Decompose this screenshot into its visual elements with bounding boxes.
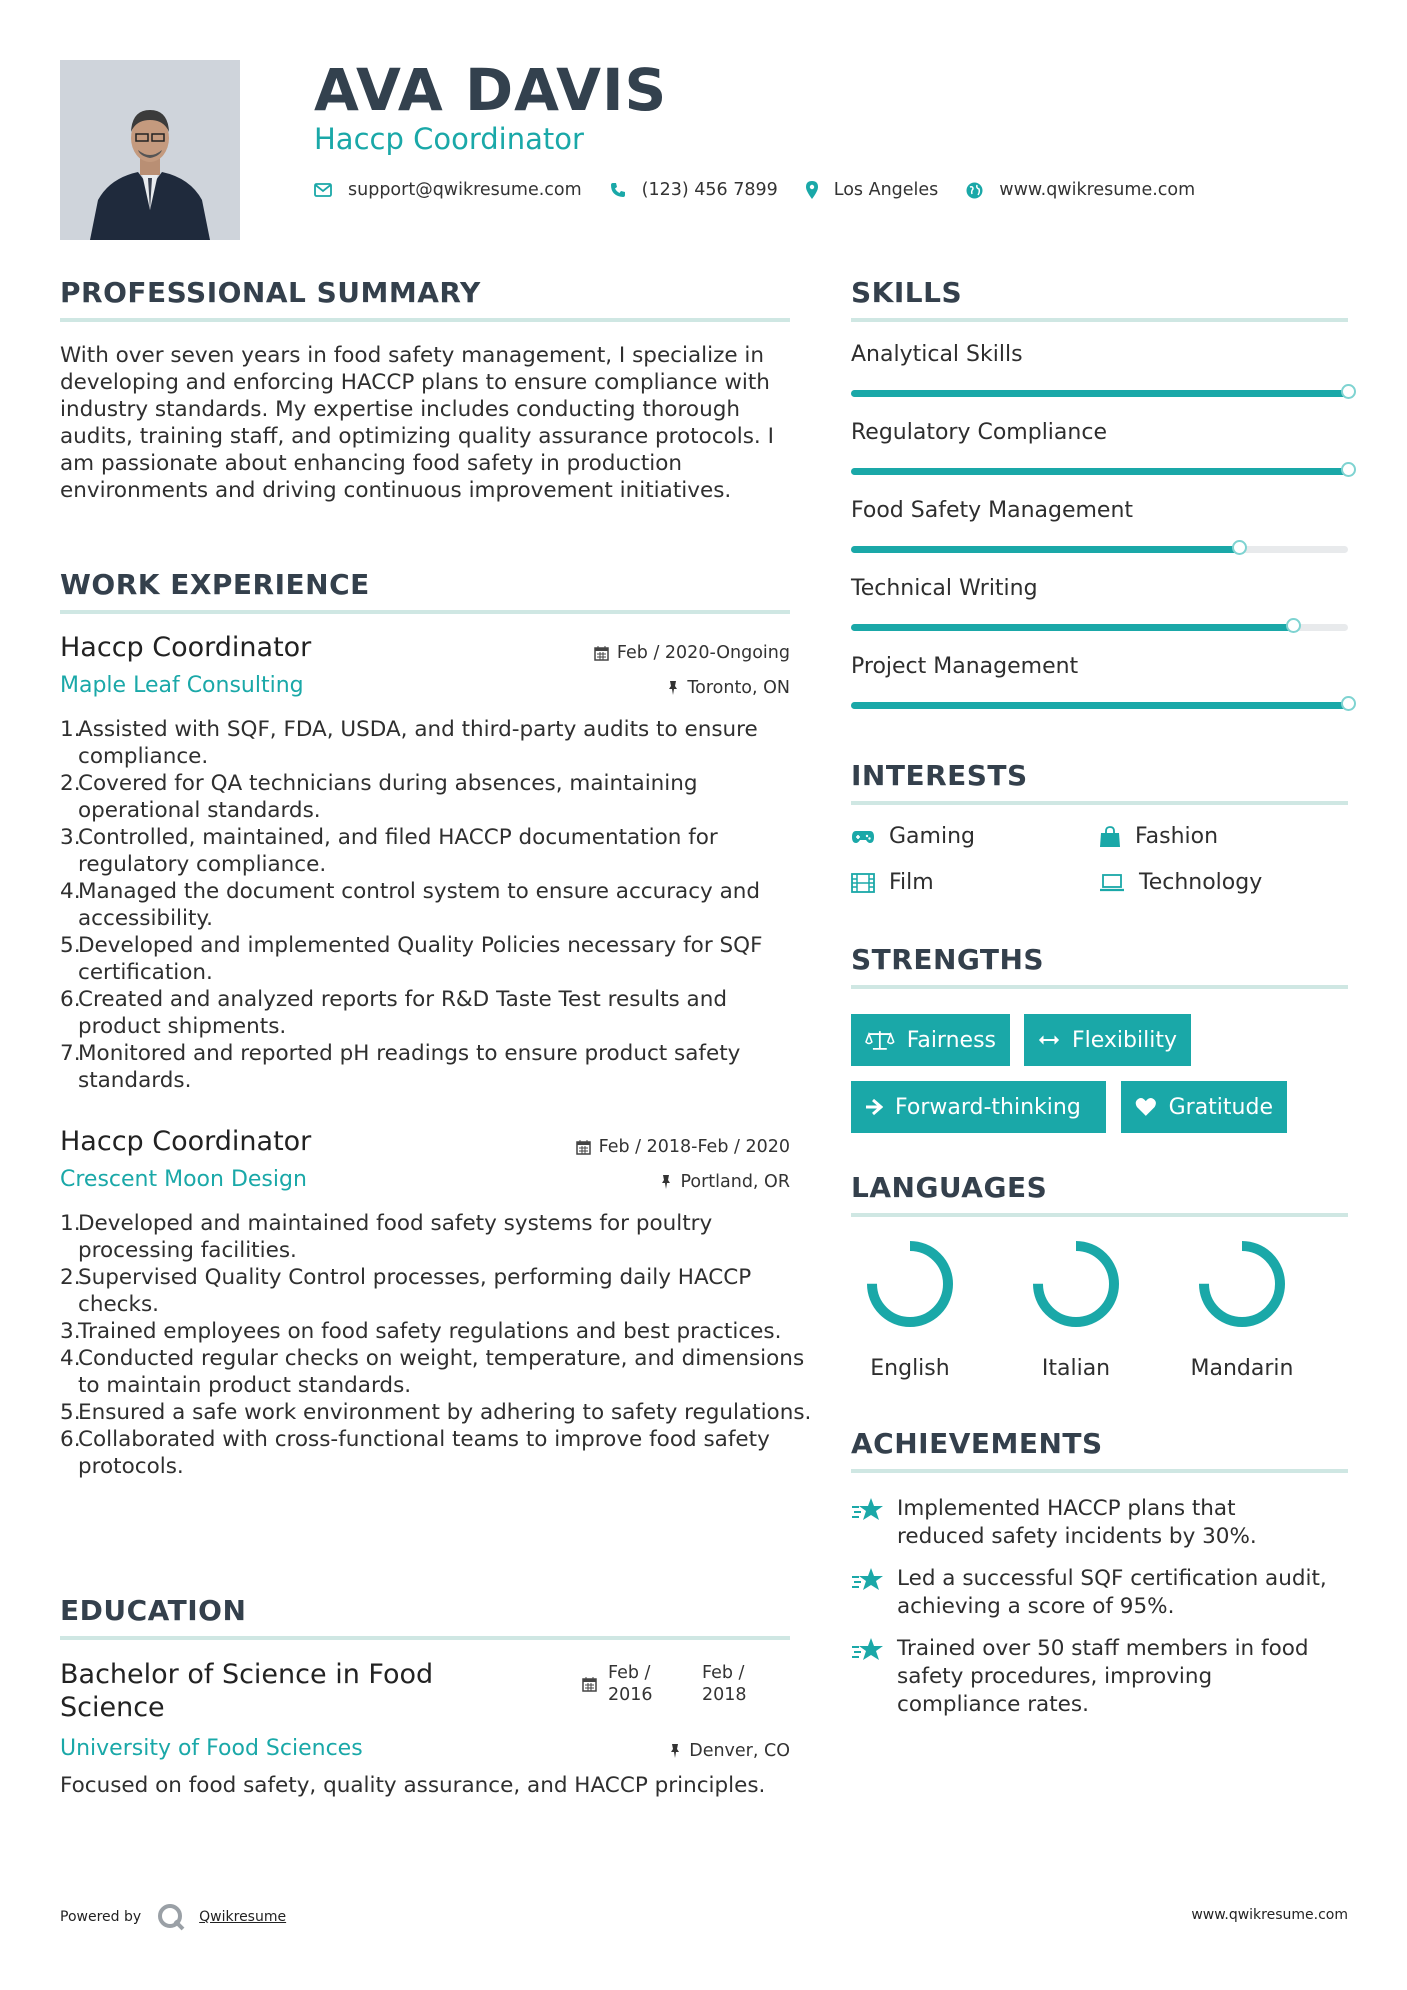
- achievement-line: compliance rates.: [897, 1692, 1089, 1717]
- job-duties: [60, 1210, 813, 1480]
- language-label: Mandarin: [1190, 1356, 1294, 1381]
- skill-bar-knob: [1341, 462, 1356, 477]
- star-award-icon: [851, 1567, 885, 1593]
- education-heading: EDUCATION: [60, 1594, 247, 1627]
- education-description: Focused on food safety, quality assurance, and HACCP principles.: [60, 1773, 766, 1798]
- website-text: www.qwikresume.com: [999, 180, 1196, 200]
- shopping-bag-icon: [1099, 826, 1121, 848]
- achievement-line: safety procedures, improving: [897, 1664, 1213, 1689]
- list-item: Created and analyzed reports for R&D Taste Test results and product shipments.: [78, 987, 727, 1039]
- strengths-divider: [851, 985, 1348, 989]
- email-text: support@qwikresume.com: [348, 180, 582, 200]
- achievements-divider: [851, 1469, 1348, 1473]
- language-ring: [1028, 1236, 1124, 1332]
- degree-line: Science: [60, 1692, 165, 1723]
- skill-bar-knob: [1286, 618, 1301, 633]
- language-label: Italian: [1041, 1356, 1111, 1381]
- heart-icon: [1135, 1097, 1157, 1117]
- map-marker-icon: [806, 181, 818, 199]
- summary-divider: [60, 318, 790, 322]
- skill-label: Technical Writing: [851, 576, 1038, 601]
- interest-fashion: [1099, 824, 1218, 849]
- list-item: Monitored and reported pH readings to ensure product safety standards.: [78, 1041, 741, 1093]
- language-ring: [862, 1236, 958, 1332]
- degree-line: Bachelor of Science in Food: [60, 1659, 434, 1690]
- skill-bar-fill: [851, 624, 1293, 631]
- company-name: Crescent Moon Design: [60, 1167, 307, 1192]
- skill-label: Food Safety Management: [851, 498, 1134, 523]
- laptop-icon: [1099, 874, 1125, 892]
- skill-bar-knob: [1341, 696, 1356, 711]
- footer-website[interactable]: www.qwikresume.com: [1191, 1907, 1348, 1923]
- skill-bar: [851, 468, 1348, 475]
- arrows-horizontal-icon: [1038, 1033, 1060, 1047]
- summary-text: With over seven years in food safety management, I specialize in developing and enforcing HACCP plans to ensure compliance with industry standards. My expertise includes conducting thorough audits, training staff, and optimizing quality assurance protocols. I am passionate about enhancing food safety in production environments and driving continuous improvement initiatives.: [60, 343, 774, 503]
- skill-bar: [851, 546, 1348, 553]
- skill-label: Regulatory Compliance: [851, 420, 1107, 445]
- powered-by-text: Powered by: [60, 1909, 142, 1925]
- list-item: Supervised Quality Control processes, performing daily HACCP checks.: [78, 1265, 752, 1317]
- list-item: Assisted with SQF, FDA, USDA, and third-party audits to ensure compliance.: [78, 717, 758, 769]
- skill-bar: [851, 624, 1348, 631]
- skill-bar-fill: [851, 546, 1239, 553]
- qwikresume-link[interactable]: Qwikresume: [199, 1909, 287, 1925]
- interest-gaming: [851, 824, 975, 849]
- strength-label: Forward-thinking: [895, 1094, 1081, 1120]
- skill-bar: [851, 390, 1348, 397]
- language-ring-arc: [1204, 1246, 1280, 1322]
- strength-label: Gratitude: [1168, 1094, 1273, 1120]
- interest-film: [851, 870, 934, 895]
- summary-heading: PROFESSIONAL SUMMARY: [60, 276, 481, 309]
- achievement-line: reduced safety incidents by 30%.: [897, 1524, 1257, 1549]
- list-item: Developed and maintained food safety systems for poultry processing facilities.: [78, 1211, 713, 1263]
- strength-flexibility: [1024, 1014, 1191, 1066]
- skill-bar-fill: [851, 390, 1348, 397]
- achievement-item: [851, 1635, 1309, 1719]
- calendar-icon: [582, 1676, 597, 1692]
- strength-forward-thinking: [851, 1081, 1106, 1133]
- list-item: Ensured a safe work environment by adhering to safety regulations.: [78, 1400, 812, 1425]
- job-location-text: Toronto, ON: [687, 678, 790, 698]
- envelope-icon: [314, 183, 332, 197]
- phone-icon: [610, 182, 626, 198]
- strength-fairness: [851, 1014, 1010, 1066]
- languages-heading: LANGUAGES: [851, 1171, 1048, 1204]
- languages-divider: [851, 1213, 1348, 1217]
- language-ring: [1194, 1236, 1290, 1332]
- contact-bar: [314, 180, 1223, 200]
- start-date: [608, 1662, 653, 1706]
- pin-icon: [667, 680, 679, 696]
- language-ring-arc: [872, 1246, 948, 1322]
- interests-divider: [851, 801, 1348, 805]
- strength-label: Flexibility: [1072, 1027, 1177, 1053]
- interests-heading: INTERESTS: [851, 759, 1028, 792]
- achievement-line: Led a successful SQF certification audit,: [897, 1566, 1327, 1591]
- interest-label: Film: [889, 870, 934, 895]
- job-title: Haccp Coordinator: [60, 632, 312, 663]
- phone-text: (123) 456 7899: [641, 180, 778, 200]
- job-title: Haccp Coordinator: [60, 1126, 312, 1157]
- strength-gratitude: [1121, 1081, 1287, 1133]
- education-location-text: Denver, CO: [689, 1741, 790, 1761]
- profile-photo: [60, 60, 240, 240]
- star-award-icon: [851, 1637, 885, 1663]
- qwikresume-logo-icon: [157, 1903, 185, 1931]
- list-item: Managed the document control system to ensure accuracy and accessibility.: [78, 879, 761, 931]
- achievement-item: [851, 1495, 1257, 1551]
- interest-label: Fashion: [1135, 824, 1219, 849]
- end-year: 2018: [702, 1685, 747, 1705]
- job-dates-text: Feb / 2018-Feb / 2020: [598, 1137, 790, 1157]
- achievements-heading: ACHIEVEMENTS: [851, 1427, 1103, 1460]
- skill-label: Analytical Skills: [851, 342, 1023, 367]
- skill-bar-knob: [1341, 384, 1356, 399]
- job-location-text: Portland, OR: [680, 1172, 790, 1192]
- experience-heading: WORK EXPERIENCE: [60, 568, 370, 601]
- skill-label: Project Management: [851, 654, 1079, 679]
- location-text: Los Angeles: [833, 180, 939, 200]
- gamepad-icon: [851, 829, 875, 845]
- strength-label: Fairness: [906, 1027, 996, 1053]
- job-dates: [576, 1137, 790, 1157]
- balance-scale-icon: [865, 1029, 895, 1051]
- film-icon: [851, 873, 875, 893]
- contact-email[interactable]: [314, 180, 582, 200]
- skills-heading: SKILLS: [851, 276, 963, 309]
- job-location: [660, 1172, 790, 1192]
- calendar-icon: [594, 645, 609, 661]
- contact-website[interactable]: [966, 180, 1195, 200]
- education-divider: [60, 1636, 790, 1640]
- skills-divider: [851, 318, 1348, 322]
- pin-icon: [669, 1743, 681, 1759]
- list-item: Covered for QA technicians during absences, maintaining operational standards.: [78, 771, 698, 823]
- footer-branding: [60, 1903, 286, 1931]
- arrow-right-icon: [865, 1098, 883, 1116]
- pin-icon: [660, 1174, 672, 1190]
- start-year: 2016: [608, 1685, 653, 1705]
- contact-location: [806, 180, 939, 200]
- job-location: [667, 678, 790, 698]
- school-name: University of Food Sciences: [60, 1736, 363, 1761]
- contact-phone[interactable]: [610, 180, 778, 200]
- start-month: Feb /: [608, 1663, 651, 1683]
- skill-bar-knob: [1232, 540, 1247, 555]
- achievement-line: Trained over 50 staff members in food: [897, 1636, 1309, 1661]
- job-duties: [60, 716, 813, 1094]
- end-date: [702, 1662, 747, 1706]
- skill-bar: [851, 702, 1348, 709]
- degree-title: [60, 1658, 433, 1724]
- skill-bar-fill: [851, 468, 1348, 475]
- star-award-icon: [851, 1497, 885, 1523]
- achievement-line: Implemented HACCP plans that: [897, 1496, 1236, 1521]
- globe-icon: [966, 182, 983, 199]
- language-ring-arc: [1038, 1246, 1114, 1322]
- achievement-item: [851, 1565, 1327, 1621]
- education-location: [669, 1741, 790, 1761]
- list-item: Collaborated with cross-functional teams to improve food safety protocols.: [78, 1427, 770, 1479]
- job-dates: [594, 643, 790, 663]
- list-item: Developed and implemented Quality Policies necessary for SQF certification.: [78, 933, 763, 985]
- calendar-icon: [576, 1139, 591, 1155]
- list-item: Trained employees on food safety regulations and best practices.: [78, 1319, 782, 1344]
- end-month: Feb /: [702, 1663, 745, 1683]
- experience-divider: [60, 610, 790, 614]
- company-name: Maple Leaf Consulting: [60, 673, 304, 698]
- candidate-name: AVA DAVIS: [314, 56, 668, 124]
- interest-label: Gaming: [889, 824, 975, 849]
- candidate-title: Haccp Coordinator: [314, 122, 584, 156]
- skill-bar-fill: [851, 702, 1348, 709]
- strengths-heading: STRENGTHS: [851, 943, 1045, 976]
- job-dates-text: Feb / 2020-Ongoing: [616, 643, 790, 663]
- list-item: Conducted regular checks on weight, temperature, and dimensions to maintain product standards.: [78, 1346, 805, 1398]
- language-label: English: [870, 1356, 950, 1381]
- interest-technology: [1099, 870, 1262, 895]
- interest-label: Technology: [1139, 870, 1263, 895]
- list-item: Controlled, maintained, and filed HACCP documentation for regulatory compliance.: [78, 825, 718, 877]
- achievement-line: achieving a score of 95%.: [897, 1594, 1175, 1619]
